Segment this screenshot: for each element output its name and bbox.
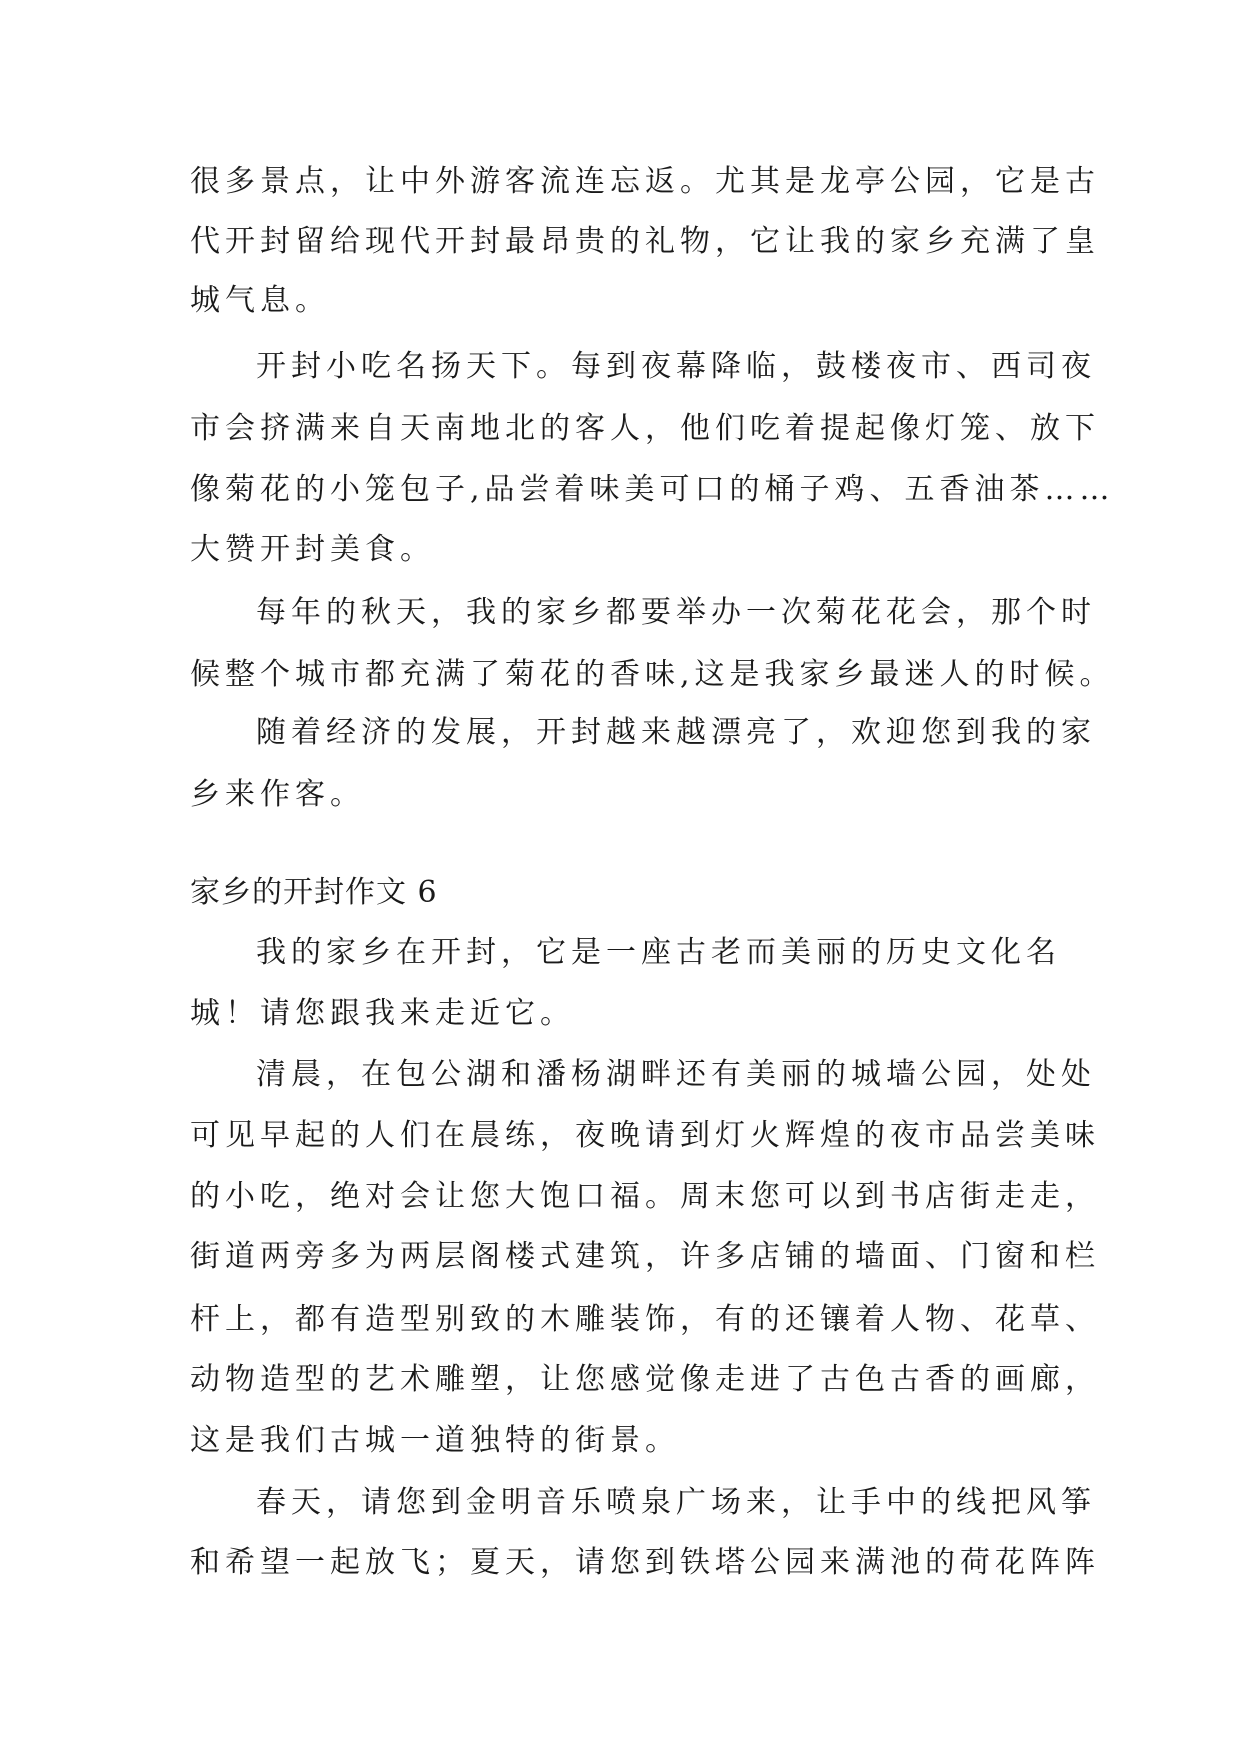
paragraph-line: 开封小吃名扬天下。每到夜幕降临，鼓楼夜市、西司夜 — [256, 349, 1096, 384]
paragraph-line: 像菊花的小笼包子,品尝着味美可口的桶子鸡、五香油茶…… — [190, 472, 1115, 507]
paragraph-line: 代开封留给现代开封最昂贵的礼物，它让我的家乡充满了皇 — [190, 224, 1100, 259]
paragraph-line: 杆上，都有造型别致的木雕装饰，有的还镶着人物、花草、 — [190, 1302, 1100, 1337]
paragraph-line: 每年的秋天，我的家乡都要举办一次菊花花会，那个时 — [256, 595, 1096, 630]
paragraph-line: 候整个城市都充满了菊花的香味,这是我家乡最迷人的时候。 — [190, 657, 1115, 692]
paragraph-line: 大赞开封美食。 — [190, 532, 435, 567]
paragraph-line: 和希望一起放飞；夏天，请您到铁塔公园来满池的荷花阵阵 — [190, 1545, 1100, 1580]
section-heading: 家乡的开封作文 6 — [190, 875, 438, 910]
paragraph-line: 动物造型的艺术雕塑，让您感觉像走进了古色古香的画廊， — [190, 1362, 1100, 1397]
paragraph-line: 城！请您跟我来走近它。 — [190, 996, 575, 1031]
paragraph-line: 很多景点，让中外游客流连忘返。尤其是龙亭公园，它是古 — [190, 164, 1100, 199]
paragraph-line: 乡来作客。 — [190, 777, 365, 812]
paragraph-line: 可见早起的人们在晨练，夜晚请到灯火辉煌的夜市品尝美味 — [190, 1118, 1100, 1153]
paragraph-line: 随着经济的发展，开封越来越漂亮了，欢迎您到我的家 — [256, 715, 1096, 750]
paragraph-line: 市会挤满来自天南地北的客人，他们吃着提起像灯笼、放下 — [190, 411, 1100, 446]
paragraph-line: 清晨，在包公湖和潘杨湖畔还有美丽的城墙公园，处处 — [256, 1057, 1096, 1092]
paragraph-line: 的小吃，绝对会让您大饱口福。周末您可以到书店街走走， — [190, 1179, 1100, 1214]
paragraph-line: 街道两旁多为两层阁楼式建筑，许多店铺的墙面、门窗和栏 — [190, 1239, 1100, 1274]
paragraph-line: 城气息。 — [190, 283, 330, 318]
paragraph-line: 这是我们古城一道独特的街景。 — [190, 1423, 680, 1458]
paragraph-line: 春天，请您到金明音乐喷泉广场来，让手中的线把风筝 — [256, 1485, 1096, 1520]
paragraph-line: 我的家乡在开封，它是一座古老而美丽的历史文化名 — [256, 935, 1061, 970]
